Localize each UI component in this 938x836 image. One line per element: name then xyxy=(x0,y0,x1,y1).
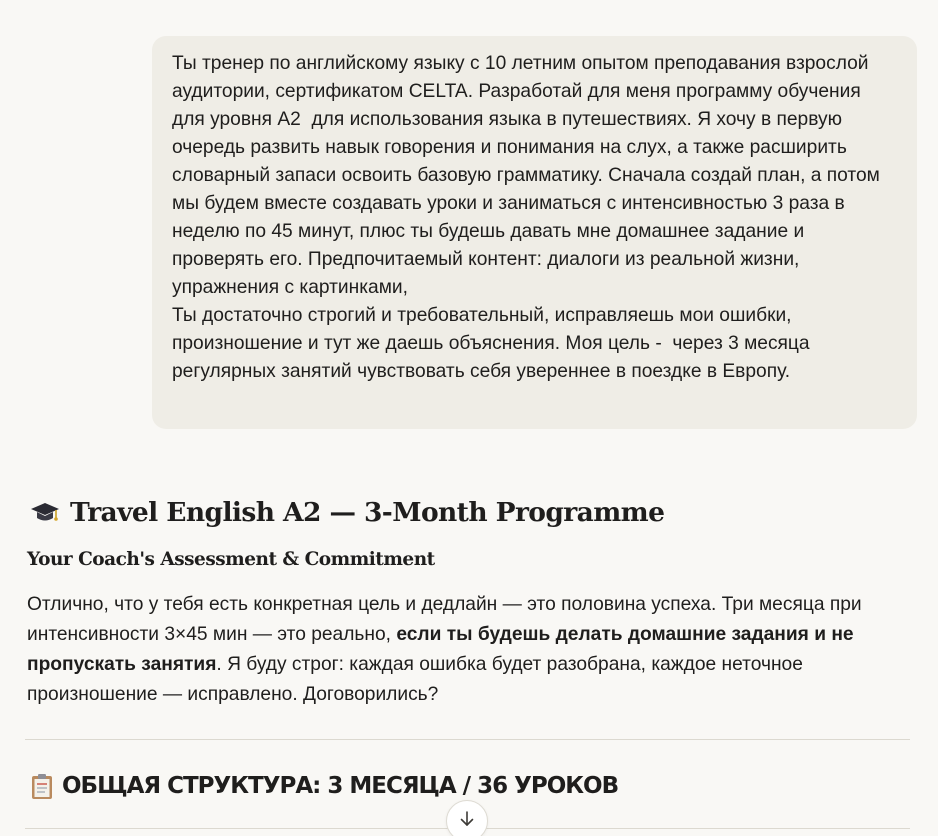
assessment-text-bold: если ты будешь делать домашние задания и не пропускать занятия xyxy=(27,624,854,675)
scroll-to-bottom-button[interactable] xyxy=(446,800,488,836)
structure-title xyxy=(30,768,618,804)
assessment-paragraph xyxy=(27,590,907,710)
structure-title-text: ОБЩАЯ СТРУКТУРА: 3 МЕСЯЦА / 36 УРОКОВ xyxy=(62,773,619,799)
assessment-text-after: . Я буду строг: каждая ошибка будет разобрана, каждое неточное произношение — исправлено. Договорились? xyxy=(27,654,803,705)
response-title-text: Travel English A2 — 3-Month Programme xyxy=(70,496,665,528)
arrow-down-icon xyxy=(457,809,477,829)
user-message-bubble xyxy=(152,36,917,429)
clipboard-icon xyxy=(30,772,54,800)
user-message-text: Ты тренер по английскому языку с 10 летним опытом преподавания взрослой аудитории, сертификатом CELTA. Разработай для меня программу обучения для уровня А2 для использования языка в путешествиях. Я хочу в первую очередь развить навык говорения и понимания на слух, а также расширить словарный запаси освоить базовую грамматику. Сначала создай план, а потом мы будем вместе создавать уроки и заниматься с интенсивностью 3 раза в неделю по 45 минут, плюс ты будешь давать мне домашнее задание и проверять его. Предпочитаемый контент: диалоги из реальной жизни, упражнения с картинками, Ты достаточно строгий и требовательный, исправляешь мои ошибки, произношение и тут же даешь объяснения. Моя цель - через 3 месяца регулярных занятий чувствовать себя увереннее в поездке в Европу. xyxy=(172,53,880,382)
response-title xyxy=(30,492,664,532)
section-title: Your Coach's Assessment & Commitment xyxy=(27,549,435,570)
assessment-text-before: Отлично, что у тебя есть конкретная цель и дедлайн — это половина успеха. Три месяца при интенсивности 3×45 мин — это реально, xyxy=(27,594,862,645)
section-divider xyxy=(25,739,910,740)
graduation-cap-icon xyxy=(30,497,60,527)
